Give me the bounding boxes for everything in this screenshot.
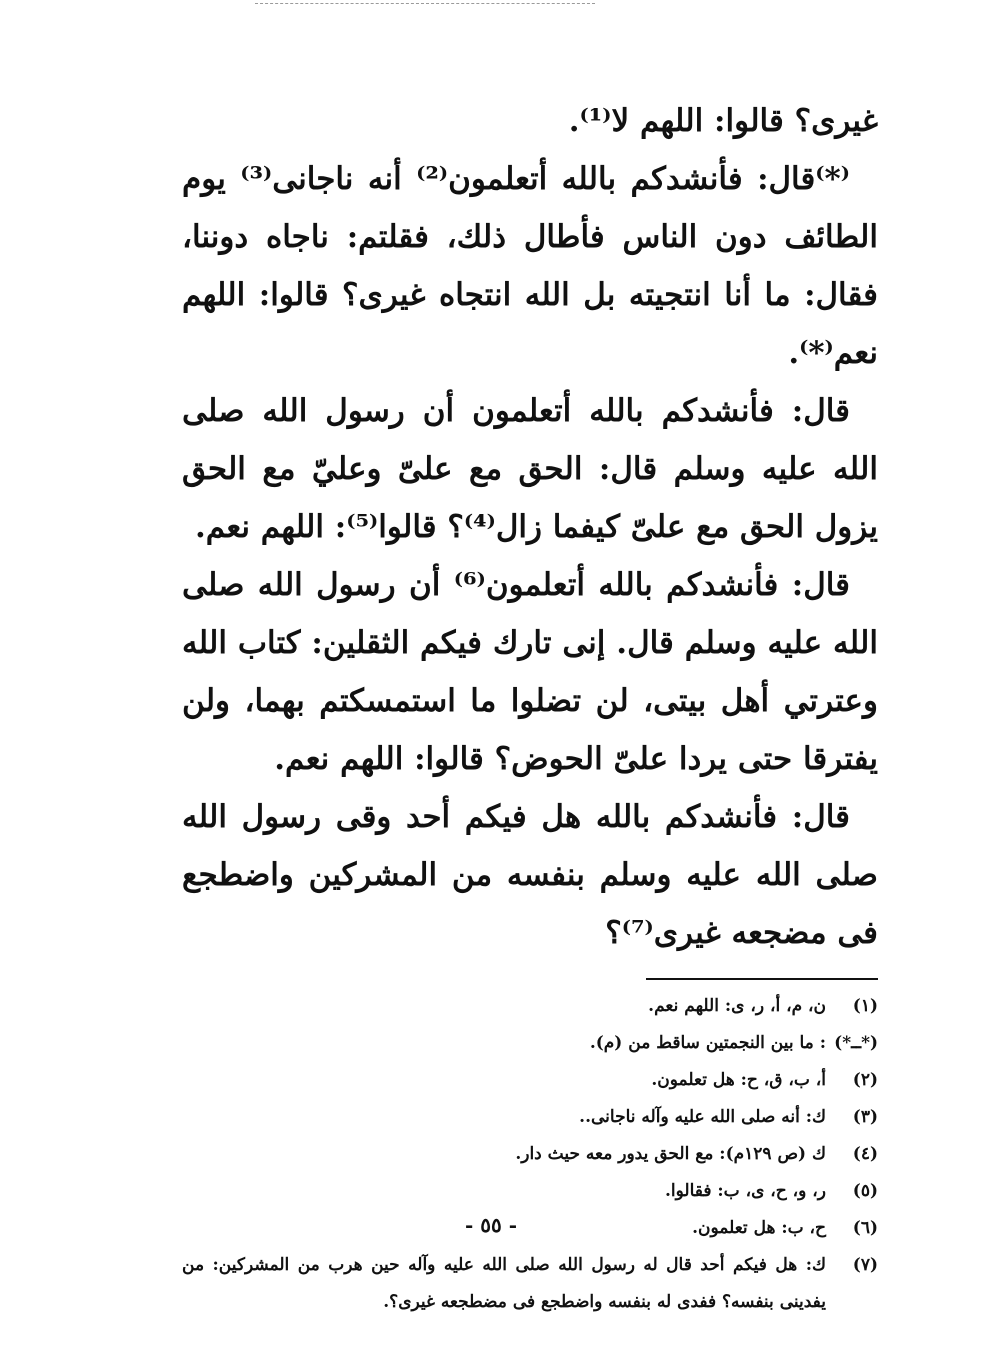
footnote <box>182 1025 878 1062</box>
footnote-number: (*ــ*) <box>834 1033 878 1053</box>
footnote-number: (٦) <box>852 1218 878 1238</box>
footnote <box>182 1099 878 1136</box>
top-dashed-line <box>255 3 595 4</box>
paragraph-1: غيرى؟ قالوا: اللهم لا⁽¹⁾. <box>568 103 878 139</box>
footnote-text: ح، ب: هل تعلمون. <box>692 1218 826 1238</box>
footnote-number: (٤) <box>852 1144 878 1164</box>
footnote-text: ن، م، أ، ر، ى: اللهم نعم. <box>648 996 826 1016</box>
footnotes <box>182 988 878 1321</box>
paragraph-4: قال: فأنشدكم بالله أتعلمون⁽⁶⁾ أن رسول الله صلى الله عليه وسلم قال. إنى تارك فيكم الثقلين: كتاب الله وعترتي أهل بيتى، لن تضلوا ما استمسكتم بهما، ولن يفترقا حتى يردا علىّ الحوض؟ قالوا: اللهم نعم. <box>182 567 878 777</box>
footnote-text: : ما بين النجمتين ساقط من (م). <box>589 1033 826 1053</box>
footnote <box>182 1173 878 1210</box>
footnote <box>182 1062 878 1099</box>
footnote-separator <box>646 978 878 980</box>
footnote <box>182 988 878 1025</box>
paragraph-3: قال: فأنشدكم بالله أتعلمون أن رسول الله صلى الله عليه وسلم قال: الحق مع علىّ وعليّ مع الحق يزول الحق مع علىّ كيفما زال⁽⁴⁾؟ قالوا⁽⁵⁾: اللهم نعم. <box>182 393 878 545</box>
footnote <box>182 1136 878 1173</box>
footnote-number: (٢) <box>852 1070 878 1090</box>
footnote-text: ك: أنه صلى الله عليه وآله ناجانى.. <box>579 1107 826 1127</box>
body-text <box>182 92 878 962</box>
footnote-number: (١) <box>852 996 878 1016</box>
footnote-text: ر، و، ح، ى، ب: فقالوا. <box>664 1181 826 1201</box>
footnote-text: ك (ص ١٢٩م): مع الحق يدور معه حيث دار. <box>515 1144 826 1164</box>
footnote-number: (٣) <box>852 1107 878 1127</box>
footnote-text: ك: هل فيكم أحد قال له رسول الله صلى الله عليه وآله حين هرب من المشركين: من يفدينى بنفسه؟ ففدى له بنفسه واضطجع فى مضطجعه غيرى؟. <box>182 1255 826 1312</box>
paragraph-5: قال: فأنشدكم بالله هل فيكم أحد وقى رسول الله صلى الله عليه وسلم بنفسه من المشركين واضطجع فى مضجعه غيرى⁽⁷⁾؟ <box>182 799 878 951</box>
footnote-number: (٧) <box>852 1255 878 1275</box>
paragraph-2: ⁽*⁾قال: فأنشدكم بالله أتعلمون⁽²⁾ أنه ناجانى⁽³⁾ يوم الطائف دون الناس فأطال ذلك، فقلتم: ناجاه دوننا، فقال: ما أنا انتجيته بل الله انتجاه غيرى؟ قالوا: اللهم نعم⁽*⁾. <box>182 161 878 371</box>
footnote <box>182 1247 878 1321</box>
footnote-text: أ، ب، ق، ح: هل تعلمون. <box>651 1070 826 1090</box>
page-number: - ٥٥ - <box>464 1213 517 1237</box>
document-page <box>182 92 878 1321</box>
footnote-number: (٥) <box>852 1181 878 1201</box>
